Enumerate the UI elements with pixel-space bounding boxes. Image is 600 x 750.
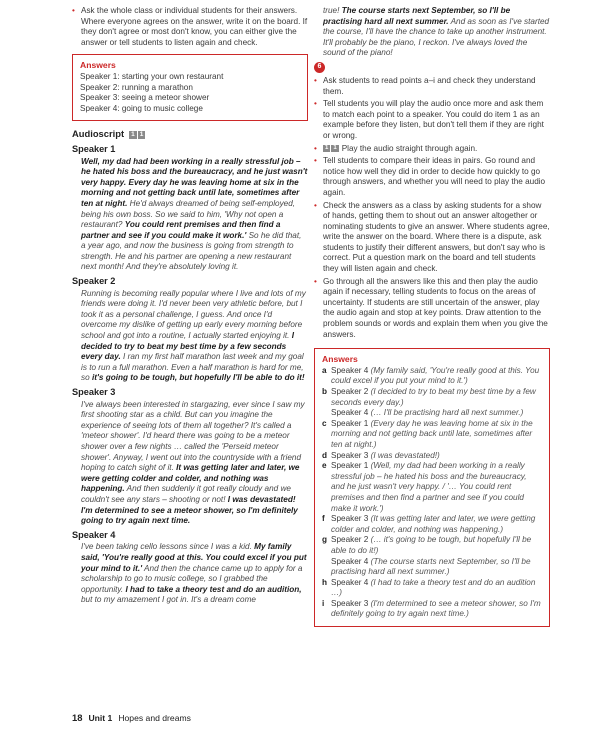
answer-item	[322, 461, 542, 514]
unit-title: Hopes and dreams	[118, 713, 191, 723]
answer-letter: e	[322, 461, 327, 471]
answer-items	[322, 366, 542, 620]
key-phrase: I was devastated! I'm determined to see a meteor shower, so I'm definitely going to try again next time.	[81, 494, 298, 526]
answer-item	[322, 408, 542, 419]
answer-speaker: Speaker 3	[331, 514, 371, 524]
script-text: I've been taking cello lessons since I was a kid.	[81, 542, 255, 552]
answer-item	[322, 451, 542, 462]
page-footer	[72, 712, 191, 723]
answer-quote: (My family said, 'You're really good at this. You could excel if you put your mind to it.')	[331, 365, 540, 386]
answer-line: Speaker 4: going to music college	[80, 103, 203, 113]
step-bullet: • Check the answers as a class by asking students for a show of hands, getting them to shout out an answer altogether or nominating students to give an answer. Where students agree, write the answer on the board. Where there is a dispute, ask students to justify their different answers, but don't say who is correct. Put a question mark on the board and tell students they will listen again and check.	[314, 201, 550, 275]
answer-letter: a	[322, 365, 327, 375]
speaker-script	[72, 542, 308, 606]
script-text: And then suddenly it got really cloudy and we couldn't see any stars – shooting or not!	[81, 484, 291, 504]
speaker-4-continuation	[314, 6, 550, 59]
speaker-title: Speaker 1	[72, 143, 116, 154]
answer-speaker: Speaker 4	[331, 577, 371, 587]
speaker-script	[72, 157, 308, 274]
answer-item	[322, 419, 542, 451]
key-phrase: The course starts next September, so I'll be practising hard all next summer.	[323, 6, 511, 26]
right-column	[314, 6, 550, 635]
audio-track-icon	[129, 131, 145, 139]
answers-title: Answers	[80, 60, 116, 71]
audioscript-speakers	[72, 144, 308, 606]
answer-quote: (I had to take a theory test and do an audition …)	[331, 577, 536, 598]
answers-title: Answers	[322, 354, 358, 365]
answer-letter: c	[322, 418, 327, 428]
answer-speaker: Speaker 3	[331, 598, 371, 608]
answer-quote: (Well, my dad had been working in a really stressful job – he hated his boss and the bureaucracy, and he just wasn't very happy. / '… You could rent premises and then find a partner and see if you could make it work.')	[331, 461, 527, 513]
answer-quote: (I decided to try to beat my best time by a few seconds every day.)	[331, 387, 536, 407]
script-text: So he did that, a year ago, and now the business is going from strength to strength. He and his partner are opening a new restaurant next month! And they're absolutely loving it.	[81, 230, 302, 272]
speaker-title: Speaker 3	[72, 387, 116, 397]
step-bullet-play-audio	[314, 144, 550, 155]
track-number: 1	[333, 144, 337, 151]
answer-line: Speaker 1: starting your own restaurant	[80, 71, 224, 81]
key-phrase: Well, my dad had been working in a really stressful job – he hated his boss and the bureaucracy, and he just wasn't very happy. Every day he was leaving home at six in the morning and not getting back until late, sometimes after ten at night.	[81, 156, 308, 208]
answer-quote: (… it's going to be tough, but hopefully I'll be able to do it!)	[331, 535, 532, 555]
script-text: true!	[323, 6, 342, 15]
audioscript-title: Audioscript	[72, 128, 125, 140]
answer-speaker: Speaker 4	[331, 408, 371, 418]
answer-quote: (The course starts next September, so I'll be practising hard all next summer.)	[331, 556, 531, 577]
answer-item	[322, 514, 542, 535]
key-phrase: I decided to try to beat my best time by a few seconds every day.	[81, 331, 295, 362]
answers-box-speakers	[72, 54, 308, 121]
step-bullet: • Go through all the answers like this and then play the audio again if necessary, telling students to focus on the areas of uncertainty. If students are still uncertain of the answer, play the audio again and stop at key points. Draw attention to the problem sounds or words and explain them when you give the answers.	[314, 277, 550, 341]
answer-quote: (I'm determined to see a meteor shower, so I'm definitely going to try again next time.)	[331, 598, 541, 619]
key-phrase: I had to take a theory test and do an audition,	[125, 584, 302, 594]
key-phrase: You could rent premises and then find a partner and see if you could make it work.'	[81, 220, 281, 240]
answer-item	[322, 535, 542, 556]
audioscript-heading	[72, 129, 308, 140]
answer-quote: (Every day he was leaving home at six in the morning and not getting back until late, sometimes after ten at night.)	[331, 418, 533, 449]
track-disc: • 1	[325, 144, 329, 151]
script-text: He'd always dreamed of being self-employed, being his own boss. So we said to him, 'Why not open a restaurant?	[81, 198, 296, 230]
answer-letter: b	[322, 387, 328, 396]
answer-quote: (It was getting later and later, we were getting colder and colder, and nothing was happening.)	[331, 514, 536, 534]
answer-item	[322, 578, 542, 599]
answer-letter: g	[322, 535, 328, 545]
page-number: 18	[72, 712, 83, 723]
answer-quote: (I was devastated!)	[370, 450, 440, 460]
answer-speaker: Speaker 2	[331, 387, 371, 396]
answer-letter: i	[322, 598, 325, 608]
speaker-script	[72, 289, 308, 384]
intro-bullet: • Ask the whole class or individual students for their answers. Where everyone agrees on the answer, write it on the board. If they don't agree or most don't know, you can either give the answer or tell students to listen again and check.	[72, 6, 308, 48]
script-text: And as soon as I've started the course, I'll have the chance to take up another instrument. It'll probably be the piano, I reckon. I've always loved the sound of the piano!	[323, 16, 550, 58]
answer-item	[322, 599, 542, 620]
speaker-title: Speaker 2	[72, 276, 116, 287]
answers-box-points	[314, 348, 550, 627]
track-disc: 1	[131, 130, 135, 138]
step-bullet: • Tell students you will play the audio once more and ask them to match each point to a speaker. You could do item 1 as an example before they listen, but don't tell them if they are right or wrong.	[314, 99, 550, 141]
answer-speaker: Speaker 1	[331, 461, 371, 471]
script-text: Running is becoming really popular where I live and lots of my friends were doing it. I'd never been very athletic before, but I took it as a personal challenge, I guess. And once I'd overcome my dislike of getting up early every morning before school and got into a routine, I actually started enjoying it.	[81, 288, 306, 341]
step-text: Play the audio straight through again.	[341, 143, 478, 153]
step-bullet: • Tell students to compare their ideas in pairs. Go round and notice how well they did in order to decide how quickly to go through answers, and whether you will need to play the audio again.	[314, 156, 550, 198]
script-text: I've always been interested in stargazing, ever since I saw my first shooting star as a child. But can you imagine the experience of seeing lots of them all together? It's called a 'meteor shower'. I'd heard there was going to be a meteor shower over a few nights … called the 'Perseid meteor shower'. Anyway, I went out into the countryside with a friend hoping to catch sight of it.	[81, 399, 305, 473]
section-number-badge: 6	[314, 62, 325, 73]
left-column	[72, 6, 308, 606]
answer-letter: d	[322, 450, 328, 460]
script-text: And then the chance came up to apply for a scholarship to go to music college, so I grabbed the opportunity.	[81, 563, 303, 594]
track-number: 1	[139, 130, 144, 138]
script-text: I ran my first half marathon last week and my goal is to run a full marathon. Even a half marathon is hard for me, so	[81, 352, 304, 383]
step-bullet: • Ask students to read points a–i and check they understand them.	[314, 76, 550, 97]
answer-item	[322, 557, 542, 578]
answer-letter: h	[322, 577, 328, 587]
answer-speaker: Speaker 2	[331, 535, 371, 545]
key-phrase: It was getting later and later, we were getting colder and colder, and nothing was happening.	[81, 463, 300, 494]
answer-item	[322, 387, 542, 408]
answer-speaker: Speaker 1	[331, 418, 371, 428]
speaker-title: Speaker 4	[72, 529, 116, 540]
unit-label: Unit 1	[88, 713, 113, 723]
answer-speaker: Speaker 4	[331, 365, 371, 375]
answer-speaker: Speaker 3	[331, 450, 371, 460]
script-text: but to my amazement I got in. It's a dream come	[81, 595, 256, 605]
answer-line: Speaker 2: running a marathon	[80, 82, 193, 92]
speaker-script	[72, 400, 308, 527]
key-phrase: it's going to be tough, but hopefully I'll be able to do it!	[91, 373, 305, 383]
answer-quote: (… I'll be practising hard all next summer.)	[370, 408, 524, 418]
answer-item	[322, 366, 542, 387]
answer-speaker: Speaker 4	[331, 556, 371, 566]
answer-letter: f	[322, 514, 325, 524]
audio-track-icon	[323, 145, 339, 152]
answer-line: Speaker 3: seeing a meteor shower	[80, 93, 210, 103]
key-phrase: My family said, 'You're really good at this. You could excel if you put your mind to it.'	[81, 542, 307, 573]
